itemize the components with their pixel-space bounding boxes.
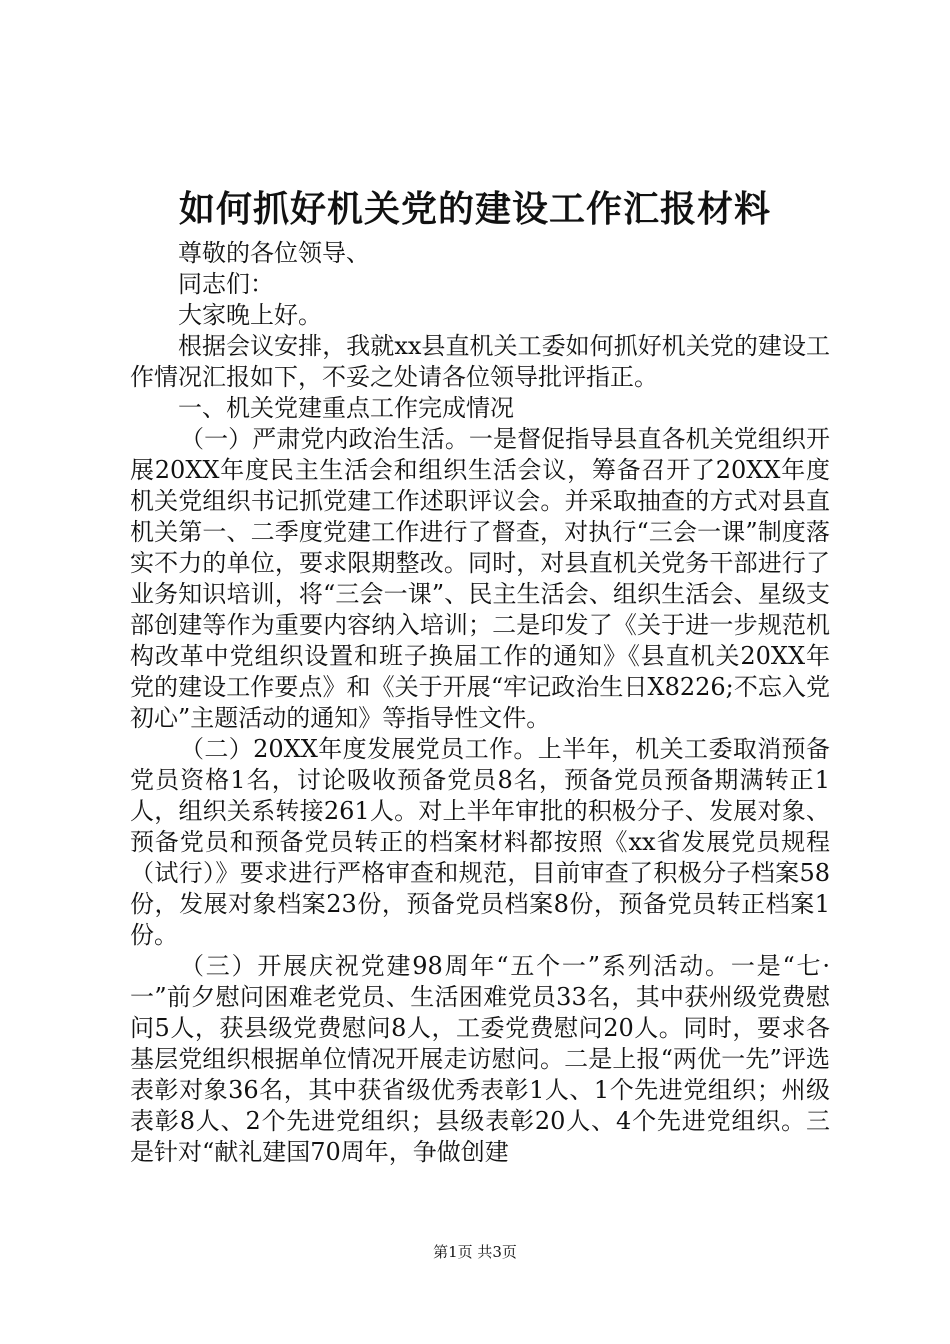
paragraph-item-1: （一）严肃党内政治生活。一是督促指导县直各机关党组织开展20XX年度民主生活会和组织生活会议，筹备召开了20XX年度机关党组织书记抓党建工作述职评议会。并采取抽查的方式对县直机关第一、二季度党建工作进行了督查，对执行“三会一课”制度落实不力的单位，要求限期整改。同时，对县直机关党务干部进行了业务知识培训，将“三会一课”、民主生活会、组织生活会、星级支部创建等作为重要内容纳入培训；二是印发了《关于进一步规范机构改革中党组织设置和班子换届工作的通知》《县直机关20XX年党的建设工作要点》和《关于开展“牢记政治生日X8226;不忘入党初心”主题活动的通知》等指导性文件。 — [130, 425, 830, 732]
paragraph-item-2: （二）20XX年度发展党员工作。上半年，机关工委取消预备党员资格1名，讨论吸收预备党员8名，预备党员预备期满转正1人，组织关系转接261人。对上半年审批的积极分子、发展对象、预备党员和预备党员转正的档案材料都按照《xx省发展党员规程（试行）》要求进行严格审查和规范，目前审查了积极分子档案58份，发展对象档案23份，预备党员档案8份，预备党员转正档案1份。 — [130, 735, 830, 949]
document-body — [130, 238, 830, 1168]
intro-paragraph: 根据会议安排，我就xx县直机关工委如何抓好机关党的建设工作情况汇报如下，不妥之处请各位领导批评指正。 — [130, 332, 830, 391]
page-footer: 第1页 共3页 — [433, 1243, 517, 1261]
section-heading: 一、机关党建重点工作完成情况 — [178, 394, 514, 422]
salutation-line-2: 同志们： — [178, 270, 274, 298]
document-title: 如何抓好机关党的建设工作汇报材料 — [178, 188, 771, 230]
salutation-line-1: 尊敬的各位领导、 — [178, 239, 370, 267]
paragraph-item-3: （三）开展庆祝党建98周年“五个一”系列活动。一是“七·一”前夕慰问困难老党员、生活困难党员33名，其中获州级党费慰问5人，获县级党费慰问8人，工委党费慰问20人。同时，要求各基层党组织根据单位情况开展走访慰问。二是上报“两优一先”评选表彰对象36名，其中获省级优秀表彰1人、1个先进党组织；州级表彰8人、2个先进党组织；县级表彰20人、4个先进党组织。三是针对“献礼建国70周年，争做创建 — [130, 952, 830, 1166]
greeting-line: 大家晚上好。 — [178, 301, 322, 329]
